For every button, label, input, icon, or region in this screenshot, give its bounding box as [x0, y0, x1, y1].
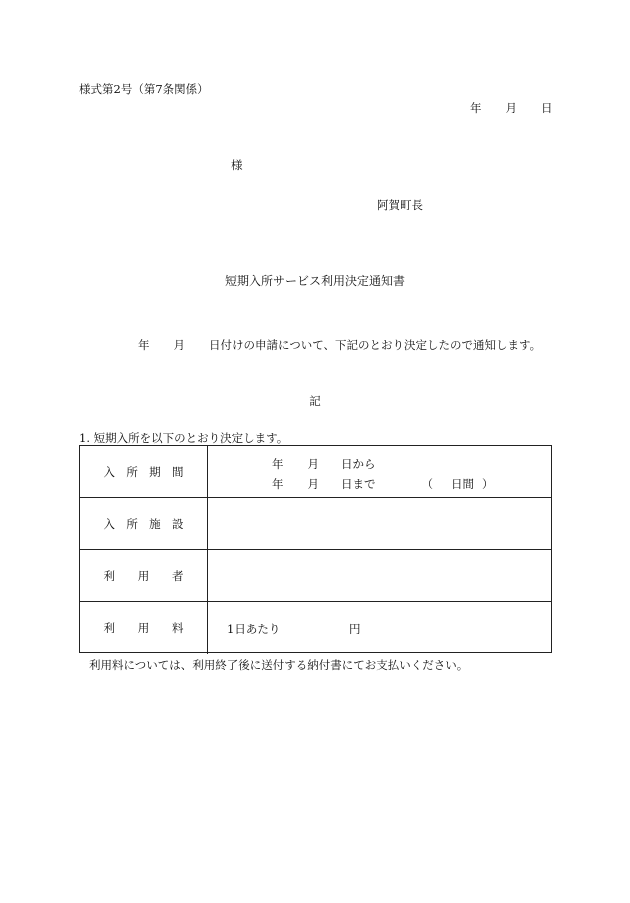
- user-label: [80, 550, 208, 601]
- period-to: [272, 476, 494, 492]
- period-label-char: 間: [171, 464, 184, 479]
- fee-label-char: 利: [103, 621, 115, 635]
- fee-label: [80, 602, 208, 654]
- fee-per-day-label: 1日あたり: [227, 622, 281, 636]
- user-label-char: 利: [103, 568, 115, 583]
- period-from-day: 日から: [341, 457, 376, 471]
- fee-value: [208, 602, 551, 654]
- notification-sentence: [138, 337, 541, 353]
- period-label-char: 期: [149, 464, 161, 479]
- period-from-year: 年: [272, 457, 284, 471]
- period-to-year: 年: [272, 477, 284, 491]
- period-label-char: 入: [103, 464, 115, 479]
- facility-value: [208, 498, 551, 549]
- issue-date-month: 月: [505, 101, 517, 115]
- application-month: 月: [173, 338, 185, 352]
- period-label-char: 所: [126, 464, 138, 479]
- user-label-char: 用: [137, 568, 150, 583]
- period-to-day: 日まで: [341, 477, 376, 491]
- issue-date: [470, 100, 553, 116]
- fee-label-char: 用: [137, 621, 150, 635]
- table-row-fee: [80, 602, 551, 654]
- table-row-user: [80, 550, 551, 602]
- section-1-heading: 1. 短期入所を以下のとおり決定します。: [79, 431, 289, 445]
- decision-table: [79, 445, 552, 653]
- facility-label-char: 施: [149, 516, 161, 531]
- application-year: 年: [138, 338, 150, 352]
- ki-heading: 記: [309, 394, 321, 408]
- table-row-facility: [80, 498, 551, 550]
- facility-label-char: 所: [126, 516, 138, 531]
- issue-date-day: 日: [541, 101, 553, 115]
- table-row-period: [80, 446, 551, 498]
- issue-date-year: 年: [470, 101, 482, 115]
- facility-label-char: 入: [103, 516, 115, 531]
- issuer-name: 阿賀町長: [377, 198, 423, 212]
- period-days-close: ）: [482, 477, 494, 491]
- period-from: [272, 456, 376, 472]
- fee-label-char: 料: [172, 621, 184, 635]
- fee-unit: 円: [349, 622, 361, 636]
- period-label: [80, 446, 208, 497]
- facility-label: [80, 498, 208, 549]
- addressee-honorific: 様: [231, 158, 243, 172]
- form-number: 様式第2号（第7条関係）: [79, 82, 209, 96]
- period-days-label: 日間: [451, 477, 474, 491]
- period-days-open: （: [421, 477, 433, 491]
- user-label-char: 者: [172, 568, 184, 583]
- notification-text: 日付けの申請について、下記のとおり決定したので通知します。: [209, 338, 542, 352]
- period-value: [208, 446, 551, 497]
- facility-label-char: 設: [171, 516, 184, 531]
- payment-note: 利用料については、利用終了後に送付する納付書にてお支払いください。: [89, 658, 469, 672]
- user-value: [208, 550, 551, 601]
- period-from-month: 月: [307, 457, 319, 471]
- period-to-month: 月: [307, 477, 319, 491]
- document-title: 短期入所サービス利用決定通知書: [224, 274, 405, 288]
